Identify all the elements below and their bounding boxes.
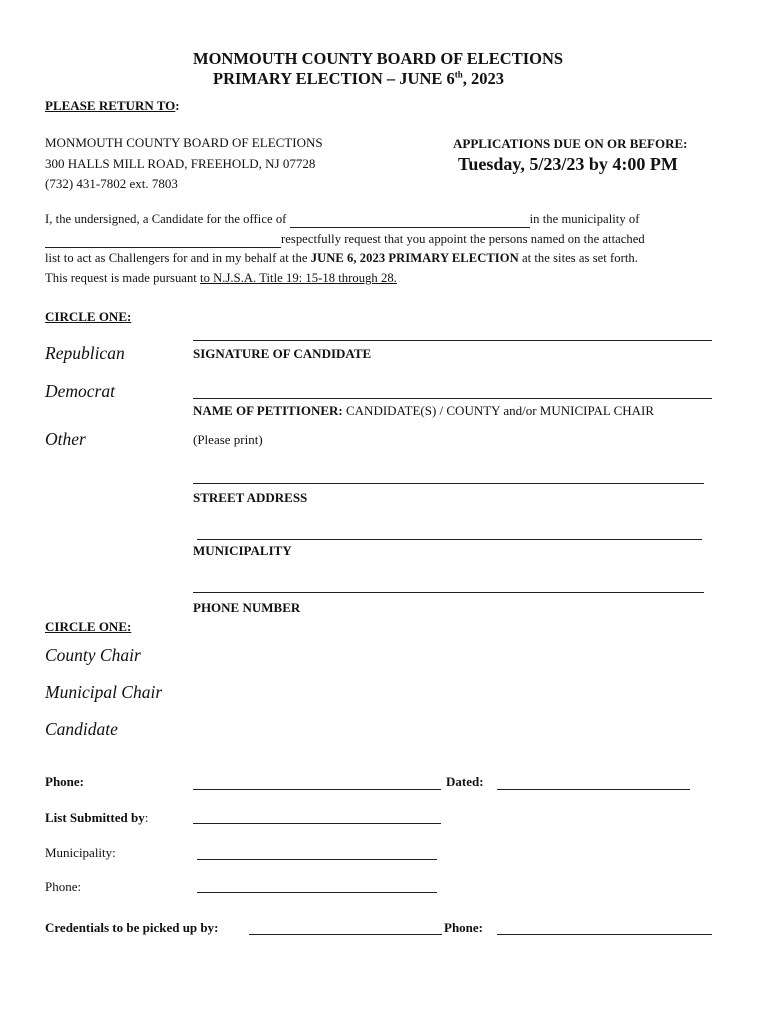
credentials-phone-line[interactable] [497, 934, 712, 935]
petitioner-label-rest: CANDIDATE(S) / COUNTY and/or MUNICIPAL CHAIR [342, 403, 655, 418]
bottom-phone2-line[interactable] [197, 892, 437, 893]
office-blank[interactable] [290, 212, 530, 228]
list-submitted-colon: : [144, 810, 149, 825]
signature-line[interactable] [193, 340, 712, 341]
bottom-municipality-label: Municipality: [45, 845, 116, 860]
circle-one-role-label: CIRCLE ONE: [45, 619, 132, 634]
bottom-phone-line[interactable] [193, 789, 441, 790]
street-line[interactable] [193, 483, 704, 484]
petitioner-label-bold: NAME OF PETITIONER: [193, 403, 343, 418]
list-submitted-text: List Submitted by [45, 810, 145, 825]
signature-label: SIGNATURE OF CANDIDATE [193, 346, 372, 361]
subtitle-year: , 2023 [462, 69, 505, 88]
para-line3-b: at the sites as set forth. [518, 251, 638, 265]
party-option-other[interactable]: Other [45, 429, 86, 449]
petitioner-line[interactable] [193, 398, 712, 399]
credentials-phone-label: Phone: [444, 920, 483, 935]
municipality-blank[interactable] [45, 232, 281, 248]
bottom-phone-label: Phone: [45, 774, 84, 789]
bottom-phone2-label: Phone: [45, 879, 82, 894]
bottom-municipality-line[interactable] [197, 859, 437, 860]
return-phone: (732) 431-7802 ext. 7803 [45, 176, 178, 191]
return-org: MONMOUTH COUNTY BOARD OF ELECTIONS [45, 135, 323, 150]
circle-one-party-label: CIRCLE ONE: [45, 309, 132, 324]
para-line1 [45, 212, 639, 228]
list-submitted-line[interactable] [193, 823, 441, 824]
municipality-label: MUNICIPALITY [193, 543, 292, 558]
role-option-candidate[interactable]: Candidate [45, 719, 118, 739]
para-line3-bold: JUNE 6, 2023 PRIMARY ELECTION [310, 251, 519, 265]
return-to-colon: : [175, 98, 180, 113]
due-label: APPLICATIONS DUE ON OR BEFORE: [453, 136, 688, 151]
form-subtitle [213, 69, 504, 89]
street-label: STREET ADDRESS [193, 490, 308, 505]
para-line1-b: in the municipality of [529, 212, 640, 226]
party-option-republican[interactable]: Republican [45, 343, 125, 363]
credentials-label: Credentials to be picked up by: [45, 920, 219, 935]
phone-number-label: PHONE NUMBER [193, 600, 301, 615]
return-to-label [45, 98, 180, 114]
please-print-note: (Please print) [193, 432, 263, 447]
return-to-text: PLEASE RETURN TO [45, 98, 176, 113]
phone-number-line[interactable] [193, 592, 704, 593]
para-line2-text: respectfully request that you appoint the persons named on the attached [281, 232, 645, 246]
dated-line[interactable] [497, 789, 690, 790]
party-option-democrat[interactable]: Democrat [45, 381, 115, 401]
para-line2 [45, 232, 645, 248]
para-line3 [45, 251, 638, 266]
role-option-municipal-chair[interactable]: Municipal Chair [45, 682, 163, 702]
petitioner-label [193, 403, 654, 419]
subtitle-text: PRIMARY ELECTION – JUNE 6 [213, 69, 455, 88]
form-title: MONMOUTH COUNTY BOARD OF ELECTIONS [193, 49, 564, 68]
para-line4 [45, 271, 397, 286]
role-option-county-chair[interactable]: County Chair [45, 645, 141, 665]
list-submitted-label [45, 810, 148, 826]
para-line3-a: list to act as Challengers for and in my behalf at the [45, 251, 311, 265]
credentials-line[interactable] [249, 934, 442, 935]
para-line4-a: This request is made pursuant [45, 271, 201, 285]
due-date: Tuesday, 5/23/23 by 4:00 PM [458, 154, 678, 174]
subtitle-sup: th [454, 69, 463, 80]
para-line1-a: I, the undersigned, a Candidate for the office of [45, 212, 290, 226]
para-line4-statute: to N.J.S.A. Title 19: 15-18 through 28. [200, 271, 397, 285]
municipality-line[interactable] [197, 539, 702, 540]
return-address: 300 HALLS MILL ROAD, FREEHOLD, NJ 07728 [45, 156, 316, 171]
dated-label: Dated: [446, 774, 484, 789]
